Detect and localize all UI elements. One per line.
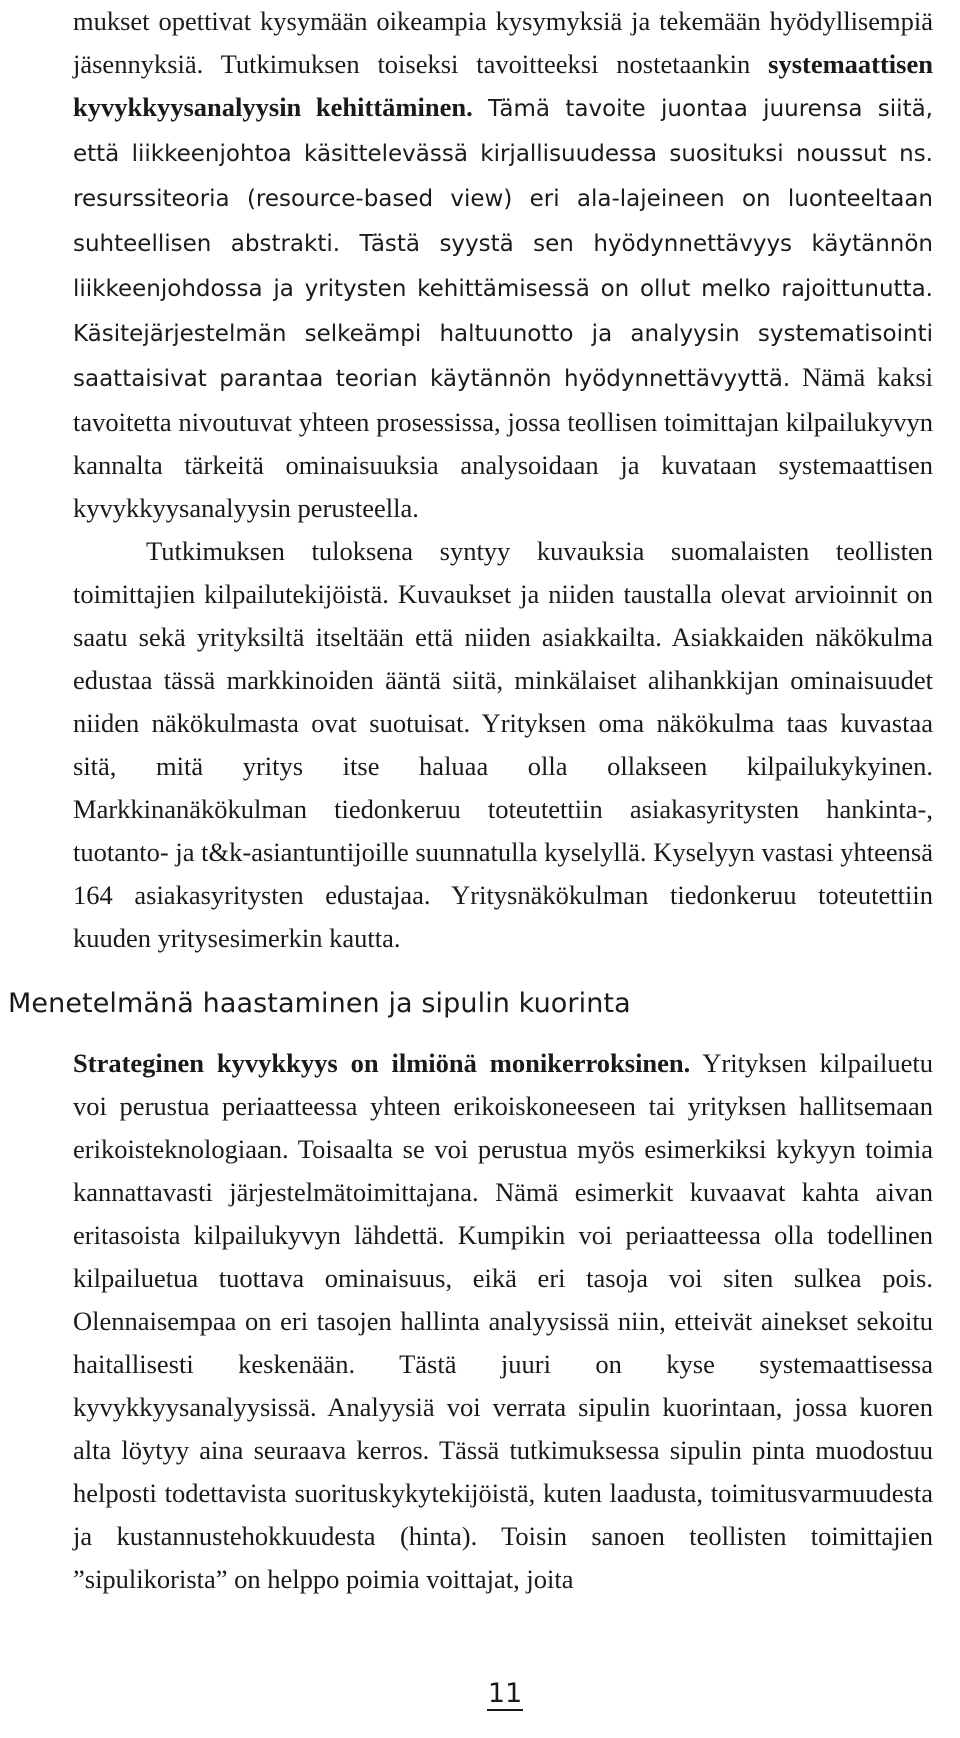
paragraph-3-lead: Strateginen kyvykkyys on ilmiönä monikerroksinen.	[73, 1048, 691, 1078]
paragraph-1-text-c: Nämä kaksi tavoitetta nivoutuvat yhteen prosessissa, jossa teollisen toimittajan kilpailukyvyn kannalta tärkeitä ominaisuuksia analysoidaan ja kuvataan systemaattisen kyvykkyysanalyysin perusteella.	[73, 362, 933, 523]
body-text-bottom	[73, 1042, 933, 1601]
paragraph-3	[73, 1042, 933, 1601]
page-number	[0, 1676, 960, 1712]
page-number-label: 11	[487, 1678, 523, 1709]
body-text-top	[73, 0, 933, 960]
paragraph-2: Tutkimuksen tuloksena syntyy kuvauksia suomalaisten teollisten toimittajien kilpailutekijöistä. Kuvaukset ja niiden taustalla olevat arvioinnit on saatu sekä yrityksiltä itseltään että niiden asiakkailta. Asiakkaiden näkökulma edustaa tässä markkinoiden ääntä siitä, minkälaiset alihankkijan ominaisuudet niiden näkökulmasta ovat suotuisat. Yrityksen oma näkökulma taas kuvastaa sitä, mitä yritys itse haluaa olla ollakseen kilpailukykyinen. Markkinanäkökulman tiedonkeruu toteutettiin asiakasyritysten hankinta-, tuotanto- ja t&k-asiantuntijoille suunnatulla kyselyllä. Kyselyyn vastasi yhteensä 164 asiakasyritysten edustajaa. Yritysnäkökulman tiedonkeruu toteutettiin kuuden yritysesimerkin kautta.	[73, 536, 933, 953]
paragraph-1-text-b: Tämä tavoite juontaa juurensa siitä, että liikkeenjohtoa käsittelevässä kirjallisuudessa suosituksi noussut ns. resurssiteoria (resource-based view) eri ala-lajeineen on luonteeltaan suhteellisen abstrakti. Tästä syystä sen hyödynnettävyys käytännön liikkeenjohdossa ja yritysten kehittämisessä on ollut melko rajoittunutta. Käsitejärjestelmän selkeämpi haltuunotto ja analyysin systematisointi saattaisivat parantaa teorian käytännön hyödynnettävyyttä.	[73, 96, 933, 392]
paragraph-1-text-a: mukset opettivat kysymään oikeampia kysymyksiä ja tekemään hyödyllisempiä jäsennyksiä. Tutkimuksen toiseksi tavoitteeksi nostetaankin	[73, 6, 933, 79]
section-heading: Menetelmänä haastaminen ja sipulin kuorinta	[8, 988, 631, 1019]
paragraph-1	[73, 0, 933, 530]
paragraph-3-body: Yrityksen kilpailuetu voi perustua periaatteessa yhteen erikoiskoneeseen tai yrityksen hallitsemaan erikoisteknologiaan. Toisaalta se voi perustua myös esimerkiksi kykyyn toimia kannattavasti järjestelmätoimittajana. Nämä esimerkit kuvaavat kahta aivan eritasoista kilpailukyvyn lähdettä. Kumpikin voi periaatteessa olla todellinen kilpailuetua tuottava ominaisuus, eikä eri tasoja voi siten sulkea pois. Olennaisempaa on eri tasojen hallinta analyysissä niin, etteivät ainekset sekoitu haitallisesti keskenään. Tästä juuri on kyse systemaattisessa kyvykkyysanalyysissä. Analyysiä voi verrata sipulin kuorintaan, jossa kuoren alta löytyy aina seuraava kerros. Tässä tutkimuksessa sipulin pinta muodostuu helposti todettavista suorituskykytekijöistä, kuten laadusta, toimitusvarmuudesta ja kustannustehokkuudesta (hinta). Toisin sanoen teollisten toimittajien ”sipulikorista” on helppo poimia voittajat, joita	[73, 1048, 933, 1594]
paragraph-1-bold-phrase: systemaattisen kyvykkyysanalyysin kehittäminen.	[73, 49, 933, 122]
